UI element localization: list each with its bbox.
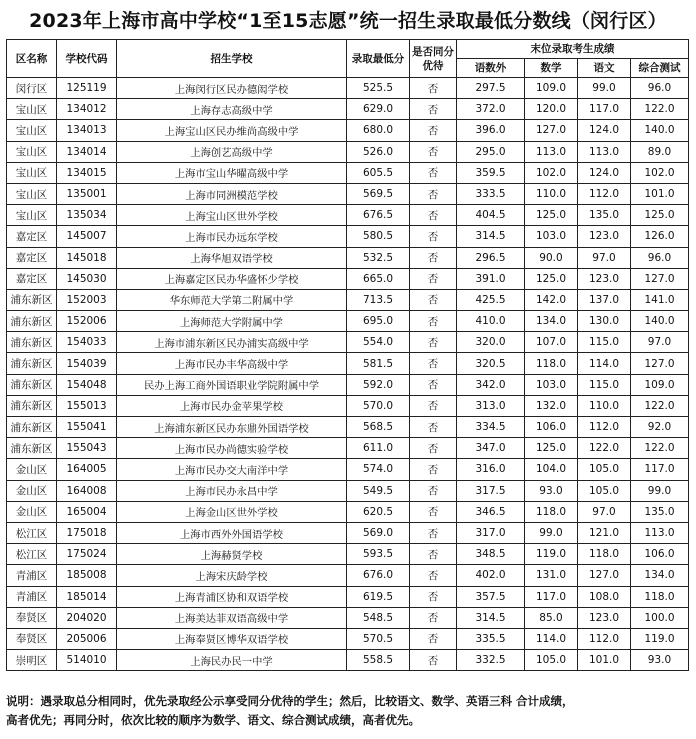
- cell-school-name: 上海赫贤学校: [117, 544, 347, 565]
- cell-math: 110.0: [525, 183, 578, 204]
- cell-comprehensive: 135.0: [631, 501, 689, 522]
- cell-chinese: 112.0: [578, 183, 631, 204]
- header-school-code: 学校代码: [57, 40, 117, 78]
- cell-chinese: 105.0: [578, 459, 631, 480]
- cell-math: 106.0: [525, 417, 578, 438]
- cell-min-score: 665.0: [347, 268, 410, 289]
- cell-comprehensive: 96.0: [631, 247, 689, 268]
- table-row: [7, 183, 689, 204]
- cell-comprehensive: 118.0: [631, 586, 689, 607]
- cell-tie-priority: 否: [410, 268, 457, 289]
- cell-tie-priority: 否: [410, 141, 457, 162]
- cell-school-name: 上海市同洲模范学校: [117, 183, 347, 204]
- cell-district: 松江区: [7, 544, 57, 565]
- cell-math: 117.0: [525, 586, 578, 607]
- footnote-line-2: 高者优先；再同分时，依次比较的顺序为数学、语文、综合测试成绩，高者优先。: [6, 713, 420, 727]
- cell-tie-priority: 否: [410, 353, 457, 374]
- table-row: [7, 247, 689, 268]
- cell-math: 131.0: [525, 565, 578, 586]
- cell-min-score: 680.0: [347, 120, 410, 141]
- cell-district: 金山区: [7, 459, 57, 480]
- cell-district: 宝山区: [7, 141, 57, 162]
- cell-comprehensive: 93.0: [631, 650, 689, 671]
- cell-district: 浦东新区: [7, 311, 57, 332]
- cell-school-name: 上海存志高级中学: [117, 99, 347, 120]
- table-row: [7, 417, 689, 438]
- header-comprehensive: 综合测试: [631, 59, 689, 78]
- cell-school-name: 华东师范大学第二附属中学: [117, 289, 347, 310]
- cell-school-name: 上海浦东新区民办东鼎外国语学校: [117, 417, 347, 438]
- cell-school-code: 175024: [57, 544, 117, 565]
- cell-chinese: 114.0: [578, 353, 631, 374]
- table-header: [7, 40, 689, 78]
- cell-chinese: 99.0: [578, 78, 631, 99]
- cell-min-score: 619.5: [347, 586, 410, 607]
- cell-chinese: 112.0: [578, 628, 631, 649]
- cell-school-name: 上海师范大学附属中学: [117, 311, 347, 332]
- cell-school-name: 上海市西外外国语学校: [117, 522, 347, 543]
- cell-math: 85.0: [525, 607, 578, 628]
- header-min-score: 录取最低分: [347, 40, 410, 78]
- cell-school-code: 164005: [57, 459, 117, 480]
- table-row: [7, 395, 689, 416]
- cell-tie-priority: 否: [410, 78, 457, 99]
- table-row: [7, 459, 689, 480]
- cell-comprehensive: 99.0: [631, 480, 689, 501]
- cell-math: 118.0: [525, 501, 578, 522]
- cell-chinese: 105.0: [578, 480, 631, 501]
- cell-math: 109.0: [525, 78, 578, 99]
- cell-comprehensive: 100.0: [631, 607, 689, 628]
- table-row: [7, 268, 689, 289]
- cell-chinese: 135.0: [578, 205, 631, 226]
- cell-district: 奉贤区: [7, 628, 57, 649]
- cell-district: 宝山区: [7, 120, 57, 141]
- admission-score-table: [6, 39, 689, 671]
- table-row: [7, 628, 689, 649]
- cell-math-eng-chn: 347.0: [457, 438, 525, 459]
- cell-min-score: 526.0: [347, 141, 410, 162]
- cell-school-code: 145030: [57, 268, 117, 289]
- cell-district: 青浦区: [7, 586, 57, 607]
- cell-comprehensive: 122.0: [631, 99, 689, 120]
- cell-chinese: 118.0: [578, 544, 631, 565]
- cell-min-score: 568.5: [347, 417, 410, 438]
- cell-chinese: 112.0: [578, 417, 631, 438]
- cell-comprehensive: 141.0: [631, 289, 689, 310]
- cell-school-name: 上海美达菲双语高级中学: [117, 607, 347, 628]
- cell-comprehensive: 96.0: [631, 78, 689, 99]
- cell-comprehensive: 119.0: [631, 628, 689, 649]
- page-title: 2023年上海市高中学校“1至15志愿”统一招生录取最低分数线（闵行区）: [29, 10, 667, 32]
- table-row: [7, 205, 689, 226]
- table-row: [7, 607, 689, 628]
- cell-math-eng-chn: 313.0: [457, 395, 525, 416]
- cell-chinese: 115.0: [578, 332, 631, 353]
- cell-school-code: 135034: [57, 205, 117, 226]
- cell-school-name: 民办上海工商外国语职业学院附属中学: [117, 374, 347, 395]
- cell-tie-priority: 否: [410, 247, 457, 268]
- cell-chinese: 97.0: [578, 501, 631, 522]
- cell-tie-priority: 否: [410, 311, 457, 332]
- cell-chinese: 124.0: [578, 120, 631, 141]
- cell-min-score: 570.5: [347, 628, 410, 649]
- table-row: [7, 353, 689, 374]
- cell-chinese: 113.0: [578, 141, 631, 162]
- cell-math-eng-chn: 357.5: [457, 586, 525, 607]
- cell-min-score: 574.0: [347, 459, 410, 480]
- cell-school-name: 上海市民办金苹果学校: [117, 395, 347, 416]
- cell-min-score: 569.0: [347, 522, 410, 543]
- cell-chinese: 123.0: [578, 607, 631, 628]
- cell-comprehensive: 89.0: [631, 141, 689, 162]
- cell-district: 浦东新区: [7, 438, 57, 459]
- table-row: [7, 650, 689, 671]
- cell-school-name: 上海华旭双语学校: [117, 247, 347, 268]
- cell-tie-priority: 否: [410, 544, 457, 565]
- cell-school-name: 上海民办民一中学: [117, 650, 347, 671]
- cell-comprehensive: 127.0: [631, 268, 689, 289]
- cell-comprehensive: 126.0: [631, 226, 689, 247]
- cell-school-name: 上海青浦区协和双语学校: [117, 586, 347, 607]
- cell-chinese: 124.0: [578, 162, 631, 183]
- cell-min-score: 629.0: [347, 99, 410, 120]
- cell-math: 99.0: [525, 522, 578, 543]
- cell-district: 浦东新区: [7, 417, 57, 438]
- cell-tie-priority: 否: [410, 607, 457, 628]
- cell-min-score: 593.5: [347, 544, 410, 565]
- cell-min-score: 713.5: [347, 289, 410, 310]
- table-row: [7, 565, 689, 586]
- cell-school-code: 154039: [57, 353, 117, 374]
- footnote-line-1: 说明：遇录取总分相同时，优先录取经公示享受同分优待的学生；然后，比较语文、数学、英语三科 合计成绩，: [6, 694, 574, 708]
- table-row: [7, 311, 689, 332]
- cell-math: 134.0: [525, 311, 578, 332]
- cell-chinese: 108.0: [578, 586, 631, 607]
- cell-tie-priority: 否: [410, 586, 457, 607]
- cell-comprehensive: 134.0: [631, 565, 689, 586]
- cell-chinese: 137.0: [578, 289, 631, 310]
- cell-school-code: 165004: [57, 501, 117, 522]
- cell-math: 104.0: [525, 459, 578, 480]
- cell-math-eng-chn: 335.5: [457, 628, 525, 649]
- cell-comprehensive: 125.0: [631, 205, 689, 226]
- cell-comprehensive: 140.0: [631, 311, 689, 332]
- cell-math-eng-chn: 372.0: [457, 99, 525, 120]
- cell-school-name: 上海创艺高级中学: [117, 141, 347, 162]
- cell-math: 103.0: [525, 374, 578, 395]
- cell-district: 松江区: [7, 522, 57, 543]
- cell-comprehensive: 140.0: [631, 120, 689, 141]
- table-row: [7, 501, 689, 522]
- cell-school-code: 514010: [57, 650, 117, 671]
- cell-school-code: 205006: [57, 628, 117, 649]
- cell-tie-priority: 否: [410, 374, 457, 395]
- cell-district: 宝山区: [7, 183, 57, 204]
- table-row: [7, 99, 689, 120]
- cell-math: 132.0: [525, 395, 578, 416]
- table-row: [7, 480, 689, 501]
- cell-math: 102.0: [525, 162, 578, 183]
- cell-min-score: 695.0: [347, 311, 410, 332]
- cell-tie-priority: 否: [410, 417, 457, 438]
- cell-school-code: 154033: [57, 332, 117, 353]
- cell-tie-priority: 否: [410, 480, 457, 501]
- cell-math: 125.0: [525, 268, 578, 289]
- cell-math: 90.0: [525, 247, 578, 268]
- cell-district: 嘉定区: [7, 226, 57, 247]
- cell-math-eng-chn: 296.5: [457, 247, 525, 268]
- cell-district: 嘉定区: [7, 247, 57, 268]
- cell-chinese: 121.0: [578, 522, 631, 543]
- cell-chinese: 117.0: [578, 99, 631, 120]
- cell-tie-priority: 否: [410, 332, 457, 353]
- cell-math-eng-chn: 348.5: [457, 544, 525, 565]
- header-math-eng-chn: 语数外: [457, 59, 525, 78]
- cell-district: 浦东新区: [7, 395, 57, 416]
- cell-math: 93.0: [525, 480, 578, 501]
- cell-math-eng-chn: 320.5: [457, 353, 525, 374]
- cell-school-name: 上海宋庆龄学校: [117, 565, 347, 586]
- cell-tie-priority: 否: [410, 226, 457, 247]
- cell-school-code: 204020: [57, 607, 117, 628]
- cell-district: 浦东新区: [7, 289, 57, 310]
- cell-min-score: 532.5: [347, 247, 410, 268]
- cell-district: 金山区: [7, 480, 57, 501]
- cell-tie-priority: 否: [410, 522, 457, 543]
- cell-tie-priority: 否: [410, 162, 457, 183]
- cell-math: 125.0: [525, 438, 578, 459]
- cell-chinese: 122.0: [578, 438, 631, 459]
- cell-math: 114.0: [525, 628, 578, 649]
- cell-min-score: 549.5: [347, 480, 410, 501]
- cell-school-code: 152003: [57, 289, 117, 310]
- table-row: [7, 141, 689, 162]
- cell-math-eng-chn: 333.5: [457, 183, 525, 204]
- cell-math-eng-chn: 314.5: [457, 607, 525, 628]
- cell-math: 118.0: [525, 353, 578, 374]
- cell-math: 113.0: [525, 141, 578, 162]
- cell-district: 浦东新区: [7, 332, 57, 353]
- cell-math: 105.0: [525, 650, 578, 671]
- cell-math-eng-chn: 295.0: [457, 141, 525, 162]
- cell-tie-priority: 否: [410, 650, 457, 671]
- cell-math-eng-chn: 410.0: [457, 311, 525, 332]
- cell-school-name: 上海市民办尚德实验学校: [117, 438, 347, 459]
- table-row: [7, 522, 689, 543]
- cell-district: 金山区: [7, 501, 57, 522]
- cell-school-code: 134014: [57, 141, 117, 162]
- cell-comprehensive: 106.0: [631, 544, 689, 565]
- cell-school-name: 上海宝山区世外学校: [117, 205, 347, 226]
- cell-math-eng-chn: 425.5: [457, 289, 525, 310]
- table-row: [7, 586, 689, 607]
- cell-school-name: 上海市民办永昌中学: [117, 480, 347, 501]
- cell-tie-priority: 否: [410, 289, 457, 310]
- cell-math-eng-chn: 314.5: [457, 226, 525, 247]
- cell-min-score: 676.0: [347, 565, 410, 586]
- cell-school-name: 上海奉贤区博华双语学校: [117, 628, 347, 649]
- cell-min-score: 605.5: [347, 162, 410, 183]
- cell-school-code: 152006: [57, 311, 117, 332]
- cell-school-code: 145018: [57, 247, 117, 268]
- header-school: 招生学校: [117, 40, 347, 78]
- cell-math-eng-chn: 342.0: [457, 374, 525, 395]
- cell-tie-priority: 否: [410, 395, 457, 416]
- header-tie-priority: 是否同分优待: [410, 40, 457, 78]
- cell-min-score: 558.5: [347, 650, 410, 671]
- cell-tie-priority: 否: [410, 459, 457, 480]
- cell-tie-priority: 否: [410, 205, 457, 226]
- cell-math-eng-chn: 391.0: [457, 268, 525, 289]
- cell-chinese: 130.0: [578, 311, 631, 332]
- cell-chinese: 110.0: [578, 395, 631, 416]
- cell-district: 崇明区: [7, 650, 57, 671]
- cell-school-name: 上海金山区世外学校: [117, 501, 347, 522]
- cell-min-score: 554.0: [347, 332, 410, 353]
- cell-school-code: 155041: [57, 417, 117, 438]
- cell-comprehensive: 122.0: [631, 438, 689, 459]
- cell-min-score: 581.5: [347, 353, 410, 374]
- cell-district: 嘉定区: [7, 268, 57, 289]
- table-row: [7, 226, 689, 247]
- cell-math-eng-chn: 332.5: [457, 650, 525, 671]
- table-row: [7, 78, 689, 99]
- cell-min-score: 676.5: [347, 205, 410, 226]
- cell-school-code: 164008: [57, 480, 117, 501]
- cell-school-code: 125119: [57, 78, 117, 99]
- cell-comprehensive: 127.0: [631, 353, 689, 374]
- cell-comprehensive: 97.0: [631, 332, 689, 353]
- cell-math: 125.0: [525, 205, 578, 226]
- cell-math-eng-chn: 402.0: [457, 565, 525, 586]
- cell-min-score: 580.5: [347, 226, 410, 247]
- cell-school-name: 上海闵行区民办德闳学校: [117, 78, 347, 99]
- cell-chinese: 123.0: [578, 226, 631, 247]
- cell-school-code: 145007: [57, 226, 117, 247]
- cell-math-eng-chn: 334.5: [457, 417, 525, 438]
- cell-math-eng-chn: 404.5: [457, 205, 525, 226]
- table-body: [7, 78, 689, 671]
- cell-min-score: 611.0: [347, 438, 410, 459]
- cell-comprehensive: 101.0: [631, 183, 689, 204]
- cell-school-code: 175018: [57, 522, 117, 543]
- table-row: [7, 120, 689, 141]
- cell-comprehensive: 122.0: [631, 395, 689, 416]
- header-math: 数学: [525, 59, 578, 78]
- cell-school-name: 上海嘉定区民办华盛怀少学校: [117, 268, 347, 289]
- cell-school-code: 155013: [57, 395, 117, 416]
- cell-min-score: 548.5: [347, 607, 410, 628]
- cell-tie-priority: 否: [410, 565, 457, 586]
- cell-school-code: 154048: [57, 374, 117, 395]
- cell-math: 119.0: [525, 544, 578, 565]
- header-chinese: 语文: [578, 59, 631, 78]
- table-row: [7, 544, 689, 565]
- table-row: [7, 438, 689, 459]
- cell-district: 闵行区: [7, 78, 57, 99]
- cell-math-eng-chn: 359.5: [457, 162, 525, 183]
- cell-math: 127.0: [525, 120, 578, 141]
- cell-district: 浦东新区: [7, 374, 57, 395]
- cell-school-name: 上海市民办丰华高级中学: [117, 353, 347, 374]
- cell-chinese: 127.0: [578, 565, 631, 586]
- cell-school-code: 134012: [57, 99, 117, 120]
- cell-district: 奉贤区: [7, 607, 57, 628]
- cell-tie-priority: 否: [410, 438, 457, 459]
- cell-comprehensive: 113.0: [631, 522, 689, 543]
- cell-math: 103.0: [525, 226, 578, 247]
- table-row: [7, 162, 689, 183]
- cell-math-eng-chn: 317.5: [457, 480, 525, 501]
- cell-min-score: 570.0: [347, 395, 410, 416]
- cell-math-eng-chn: 320.0: [457, 332, 525, 353]
- cell-math: 120.0: [525, 99, 578, 120]
- cell-chinese: 97.0: [578, 247, 631, 268]
- table-row: [7, 289, 689, 310]
- cell-math-eng-chn: 396.0: [457, 120, 525, 141]
- cell-min-score: 525.5: [347, 78, 410, 99]
- table-row: [7, 374, 689, 395]
- cell-school-name: 上海市民办远东学校: [117, 226, 347, 247]
- cell-min-score: 592.0: [347, 374, 410, 395]
- cell-comprehensive: 109.0: [631, 374, 689, 395]
- cell-comprehensive: 117.0: [631, 459, 689, 480]
- cell-math-eng-chn: 297.5: [457, 78, 525, 99]
- header-district: 区名称: [7, 40, 57, 78]
- cell-school-code: 185014: [57, 586, 117, 607]
- cell-math: 107.0: [525, 332, 578, 353]
- footnote: [6, 692, 690, 730]
- cell-comprehensive: 92.0: [631, 417, 689, 438]
- cell-min-score: 620.5: [347, 501, 410, 522]
- cell-school-code: 134015: [57, 162, 117, 183]
- cell-tie-priority: 否: [410, 501, 457, 522]
- cell-school-code: 135001: [57, 183, 117, 204]
- cell-school-code: 185008: [57, 565, 117, 586]
- cell-min-score: 569.5: [347, 183, 410, 204]
- cell-school-name: 上海宝山区民办维尚高级中学: [117, 120, 347, 141]
- cell-math-eng-chn: 346.5: [457, 501, 525, 522]
- cell-district: 宝山区: [7, 205, 57, 226]
- cell-math-eng-chn: 316.0: [457, 459, 525, 480]
- cell-school-name: 上海市民办交大南洋中学: [117, 459, 347, 480]
- cell-school-name: 上海市浦东新区民办浦实高级中学: [117, 332, 347, 353]
- cell-tie-priority: 否: [410, 99, 457, 120]
- cell-district: 浦东新区: [7, 353, 57, 374]
- cell-math: 142.0: [525, 289, 578, 310]
- cell-district: 宝山区: [7, 99, 57, 120]
- header-last-student: 末位录取考生成绩: [457, 40, 689, 59]
- cell-comprehensive: 102.0: [631, 162, 689, 183]
- cell-district: 宝山区: [7, 162, 57, 183]
- cell-school-name: 上海市宝山华曜高级中学: [117, 162, 347, 183]
- cell-chinese: 115.0: [578, 374, 631, 395]
- cell-tie-priority: 否: [410, 120, 457, 141]
- cell-school-code: 134013: [57, 120, 117, 141]
- cell-chinese: 101.0: [578, 650, 631, 671]
- cell-math-eng-chn: 317.0: [457, 522, 525, 543]
- cell-tie-priority: 否: [410, 628, 457, 649]
- cell-school-code: 155043: [57, 438, 117, 459]
- table-row: [7, 332, 689, 353]
- cell-tie-priority: 否: [410, 183, 457, 204]
- cell-district: 青浦区: [7, 565, 57, 586]
- cell-chinese: 123.0: [578, 268, 631, 289]
